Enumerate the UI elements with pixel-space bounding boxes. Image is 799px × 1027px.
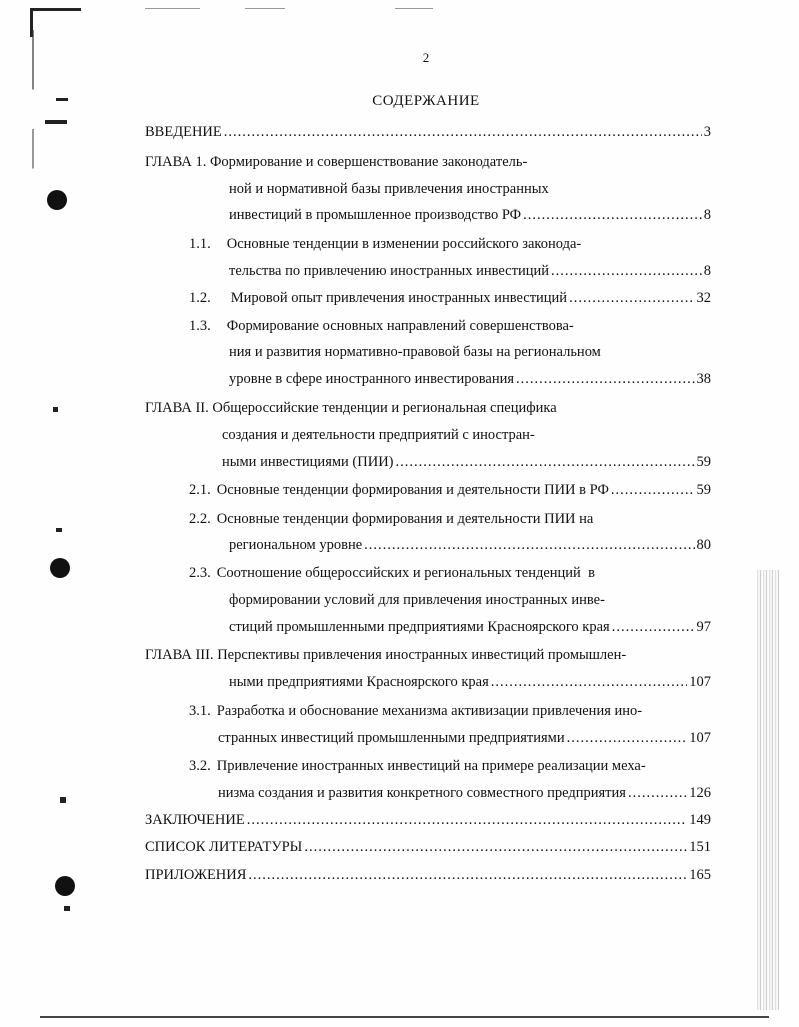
- dot-leader: [569, 289, 694, 307]
- toc-entry-label: ной и нормативной базы привлечения иностранных: [229, 181, 549, 197]
- toc-entry-label: ЗАКЛЮЧЕНИЕ: [145, 812, 245, 828]
- toc-entry-label: стиций промышленными предприятиями Красноярского края: [229, 619, 610, 635]
- dot-leader: [364, 536, 694, 554]
- dot-leader: [628, 784, 687, 802]
- toc-page-number: 59: [696, 482, 711, 498]
- toc-entry-label: создания и деятельности предприятий с иностран-: [222, 427, 535, 443]
- toc-entry-section-2-3[interactable]: [189, 564, 595, 582]
- toc-entry-label: Основные тенденции в изменении российского законода-: [226, 236, 582, 252]
- toc-entry-section-1-1[interactable]: [189, 235, 581, 253]
- dot-leader: [304, 838, 687, 856]
- toc-entry-chapter-2[interactable]: [145, 399, 557, 417]
- page-number: 2: [422, 50, 430, 65]
- toc-entry-references[interactable]: [145, 838, 711, 856]
- toc-section-number: 2.1.: [189, 482, 211, 498]
- toc-entry-label: уровне в сфере иностранного инвестирования: [229, 371, 515, 387]
- toc-entry-appendix[interactable]: [145, 866, 711, 884]
- toc-page-number: 80: [696, 537, 711, 553]
- toc-section-number: 1.1.: [189, 236, 211, 252]
- toc-entry-label: ГЛАВА III. Перспективы привлечения иностранных инвестиций промышлен-: [145, 647, 627, 663]
- toc-page-number: 3: [703, 124, 711, 140]
- toc-page-number: 126: [689, 785, 711, 801]
- toc-entry-chapter-2-cont: [222, 426, 535, 444]
- toc-entry-section-1-3[interactable]: [189, 317, 574, 335]
- toc-entry-chapter-1-cont: [229, 180, 549, 198]
- toc-page-number: 38: [696, 371, 711, 387]
- toc-entry-label: ГЛАВА II. Общероссийские тенденции и региональная специфика: [145, 400, 557, 416]
- toc-entry-conclusion[interactable]: [145, 811, 711, 829]
- toc-entry-section-3-1[interactable]: [189, 702, 642, 720]
- toc-entry-label: тельства по привлечению иностранных инвестиций: [229, 263, 549, 279]
- toc-entry-label: ными предприятиями Красноярского края: [229, 674, 489, 690]
- toc-entry-chapter-2-cont: [222, 453, 711, 471]
- toc-entry-label: Основные тенденции формирования и деятельности ПИИ в РФ: [216, 482, 609, 498]
- toc-entry-chapter-1[interactable]: [145, 153, 527, 171]
- toc-entry-label: ными инвестициями (ПИИ): [222, 454, 394, 470]
- toc-entry-section-1-2[interactable]: [189, 289, 711, 307]
- toc-entry-label: Основные тенденции формирования и деятельности ПИИ на: [216, 511, 594, 527]
- toc-entry-label: региональном уровне: [229, 537, 363, 553]
- toc-entry-label: формировании условий для привлечения иностранных инве-: [229, 592, 605, 608]
- toc-entry-label: Мировой опыт привлечения иностранных инвестиций: [230, 290, 568, 306]
- toc-section-number: 1.2.: [189, 290, 211, 306]
- toc-entry-label: странных инвестиций промышленными предприятиями: [218, 730, 565, 746]
- toc-page-number: 149: [689, 812, 711, 828]
- toc-entry-section-1-3-cont: [229, 370, 711, 388]
- toc-entry-section-2-2-cont: [229, 536, 711, 554]
- toc-entry-label: Привлечение иностранных инвестиций на примере реализации меха-: [216, 758, 646, 774]
- toc-section-number: 1.3.: [189, 318, 211, 334]
- toc-page-number: 8: [703, 207, 711, 223]
- dot-leader: [611, 481, 695, 499]
- toc-page-number: 32: [696, 290, 711, 306]
- toc-entry-section-1-3-cont: [229, 343, 601, 361]
- toc-entry-label: ПРИЛОЖЕНИЯ: [145, 867, 247, 883]
- toc-entry-chapter-1-cont: [229, 206, 711, 224]
- toc-entry-label: ГЛАВА 1. Формирование и совершенствование законодатель-: [145, 154, 528, 170]
- toc-section-number: 3.2.: [189, 758, 211, 774]
- toc-page-number: 97: [696, 619, 711, 635]
- dot-leader: [224, 123, 702, 141]
- toc-section-number: 3.1.: [189, 703, 211, 719]
- toc-entry-section-3-2-cont: [218, 784, 711, 802]
- toc-entry-section-3-1-cont: [218, 729, 711, 747]
- toc-section-number: 2.3.: [189, 565, 211, 581]
- dot-leader: [491, 673, 687, 691]
- toc-entry-label: Формирование основных направлений совершенствова-: [226, 318, 574, 334]
- dot-leader: [551, 262, 702, 280]
- toc-entry-label: ВВЕДЕНИЕ: [145, 124, 222, 140]
- dot-leader: [612, 618, 695, 636]
- toc-entry-intro[interactable]: [145, 123, 711, 141]
- toc-entry-label: Разработка и обоснование механизма активизации привлечения ино-: [216, 703, 643, 719]
- dot-leader: [248, 866, 687, 884]
- dot-leader: [396, 453, 695, 471]
- toc-page-number: 165: [689, 867, 711, 883]
- toc-title: СОДЕРЖАНИЕ: [372, 93, 480, 109]
- toc-page-number: 107: [689, 730, 711, 746]
- toc-entry-section-1-1-cont: [229, 262, 711, 280]
- toc-entry-section-2-1[interactable]: [189, 481, 711, 499]
- toc-entry-label: ния и развития нормативно-правовой базы на региональном: [229, 344, 601, 360]
- toc-entry-section-2-3-cont: [229, 591, 605, 609]
- toc-entry-label: СПИСОК ЛИТЕРАТУРЫ: [145, 839, 303, 855]
- toc-entry-label: инвестиций в промышленное производство РФ: [229, 207, 522, 223]
- toc-page-number: 8: [703, 263, 711, 279]
- dot-leader: [567, 729, 688, 747]
- toc-page-number: 151: [689, 839, 711, 855]
- toc-entry-section-2-2[interactable]: [189, 510, 593, 528]
- toc-entry-label: Соотношение общероссийских и региональных тенденций в: [216, 565, 595, 581]
- toc-page-number: 59: [696, 454, 711, 470]
- toc-section-number: 2.2.: [189, 511, 211, 527]
- toc-entry-chapter-3-cont: [229, 673, 711, 691]
- toc-entry-section-3-2[interactable]: [189, 757, 646, 775]
- toc-entry-section-2-3-cont: [229, 618, 711, 636]
- dot-leader: [247, 811, 688, 829]
- toc-page-number: 107: [689, 674, 711, 690]
- dot-leader: [523, 206, 702, 224]
- toc-entry-chapter-3[interactable]: [145, 646, 626, 664]
- toc-entry-label: низма создания и развития конкретного совместного предприятия: [218, 785, 626, 801]
- dot-leader: [516, 370, 694, 388]
